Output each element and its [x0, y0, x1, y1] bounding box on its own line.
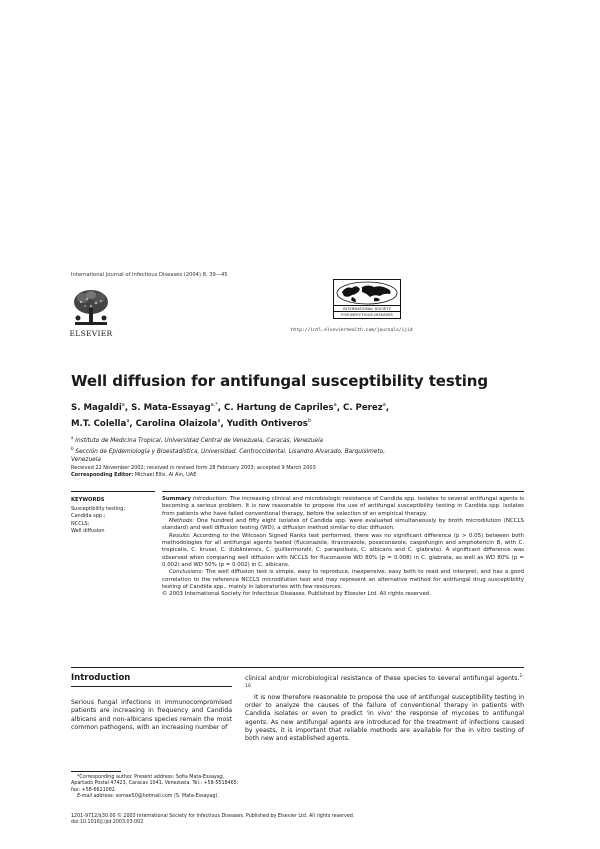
corresponding-editor: [71, 472, 316, 479]
affiliations: [71, 434, 401, 464]
conclusions-text: The well diffusion test is simple, easy to reproduce, inexpensive, easy both to read and interpret, and has a good correlation to the reference NCCLS microdilution test and may represent an alternative method for antifungal drug susceptibility testing of Candida spp., mainly in laboratories with few resources.: [162, 569, 524, 591]
author-sup: a,*: [210, 402, 218, 408]
author-separator: ,: [124, 402, 132, 413]
author-name: M.T. Colella: [71, 418, 127, 429]
intro-label: Introduction:: [192, 496, 228, 502]
globe-icon: [334, 280, 400, 305]
abstract-conclusions: [162, 569, 524, 591]
author-name: C. Perez: [342, 402, 383, 413]
continued-text: clinical and/or microbiological resistance of these species to several antifungal agents.: [245, 675, 520, 683]
results-text: According to the Wilcoxon Signed Ranks test performed, there was no significant difference (p > 0.05) between both methodologies for all antifungal agents tested (fluconazole, itraconazole, posaconazole, caspofungin and amphotericin B, with C. tropicalis, C. krusei, C. dubliniensis, C. guilliermondii, C. parapsilosis, C. albicans and C. glabrata). A significant difference was observed when comparing well diffusion with NCCLS for fluconazole WD 80% (p = 0.008) in C. glabrata, as well as WD 80% (p = 0.002) and WD 50% (p = 0.002) in C. albicans.: [162, 532, 524, 569]
keywords-heading: KEYWORDS: [71, 497, 105, 503]
abstract-copyright: © 2003 International Society for Infectious Diseases. Published by Elsevier Ltd. All rights reserved.: [162, 591, 431, 598]
conclusions-label: Conclusions:: [169, 569, 204, 576]
author-name: Yudith Ontiveros: [226, 418, 308, 429]
author-name: S. Mata-Essayag: [131, 402, 211, 413]
author-sup: a: [121, 402, 125, 408]
editor-label: Corresponding Editor:: [71, 471, 134, 478]
footnote-rule: [71, 771, 121, 772]
author-name: C. Hartung de Capriles: [224, 402, 334, 413]
editor-name: Michael Ellis, Al Ain, UAE: [133, 471, 197, 478]
author-sup: a: [126, 417, 130, 424]
doi-line[interactable]: doi:10.1016/j.ijid.2003.03.002: [71, 820, 144, 826]
author-line-1: [71, 399, 491, 415]
reference-sup[interactable]: 1-10: [245, 674, 524, 690]
abstract-bottom-rule: [71, 667, 524, 668]
issn-line: 1201-9712/$30.00 © 2003 International Society for Infectious Diseases. Published by Elsevier Ltd. All rights reserved.: [71, 814, 355, 819]
email-label: E-mail address:: [77, 794, 115, 800]
elsevier-wordmark: ELSEVIER: [69, 329, 113, 338]
author-list: [71, 399, 491, 431]
article-title: Well diffusion for antifungal susceptibility testing: [71, 372, 489, 390]
keyword-item: Well diffusion: [71, 527, 105, 534]
footnote: [71, 775, 241, 801]
affiliation-text: Instituto de Medicina Tropical, Universidad Central de Venezuela, Caracas, Venezuela: [75, 437, 324, 444]
affiliation-sup: b: [71, 446, 74, 452]
affiliation-a: [71, 434, 401, 445]
email-address[interactable]: somae50@hotmail.com (S. Mata-Essayag).: [114, 794, 219, 800]
isid-logo-line1: INTERNATIONAL SOCIETY: [334, 305, 400, 311]
author-name: Carolina Olaizola: [135, 418, 218, 429]
author-line-2: [71, 415, 491, 431]
elsevier-logo: [69, 288, 113, 340]
section-heading-rule: [71, 686, 232, 687]
author-separator: ,: [220, 418, 227, 429]
corresponding-author-note: *Corresponding author. Present address: Sofia Mata-Essayag, Apartado Postal 47423, Caracas 1041, Venezuela. Tel.: +58-5518465; fax: +58-6621082.: [71, 775, 239, 793]
author-sup: b: [307, 417, 312, 424]
abstract-results: [162, 533, 524, 570]
keyword-item: Susceptibility testing;: [71, 506, 126, 512]
body-column-left: [71, 699, 232, 732]
author-sup: a: [217, 417, 221, 424]
elsevier-tree-icon: [69, 288, 113, 328]
results-label: Results:: [169, 532, 191, 539]
abstract-introduction: [162, 496, 524, 518]
body-paragraph: It is now therefore reasonable to propose the use of antifungal susceptibility testing in order to analyze the causes of the failure of conventional therapy in patients with Candida isolates or even to predict 'in vivo' the response of mycoses to antifungal agents. As new antifungal agents are introduced for the treatment of infections caused by yeasts, it is important that reliable methods are available for the in vitro testing of both new and established agents.: [245, 693, 524, 743]
abstract: [162, 491, 524, 599]
section-heading-introduction: Introduction: [71, 673, 131, 683]
body-paragraph-continued: [245, 673, 524, 694]
body-paragraph: Serious fungal infections in immunocompromised patients are increasing in frequency and Candida albicans and non-albicans species remain the most common pathogens, with an increasing number of: [71, 699, 232, 731]
affiliation-text: Sección de Epidemiología y Bioestadística, Universidad. Centroccidental. Lisandro Alvarado, Barquisimeto, Venezuela: [71, 449, 386, 463]
abstract-methods: [162, 518, 524, 533]
keyword-item: Candida spp.;: [71, 513, 106, 520]
email-note: [71, 794, 241, 800]
methods-text: One hundred and fifty eight isolates of Candida spp. were evaluated simultaneously by broth microdilution (NCCLS standard) and well diffusion testing (WD), a diffusion method similar to disc diffusion.: [162, 518, 524, 532]
article-dates: [71, 465, 316, 478]
author-separator: ,: [336, 402, 343, 413]
isid-logo-line2: FOR INFECTIOUS DISEASES: [334, 311, 400, 317]
affiliation-sup: a: [71, 435, 74, 440]
journal-citation: International Journal of Infectious Diseases (2004) 8, 39—45: [71, 272, 228, 278]
received-dates: Received 22 November 2002; received in revised form 28 February 2003; accepted 9 March 2003: [71, 465, 316, 471]
author-sup: a: [333, 402, 337, 408]
methods-label: Methods:: [169, 518, 195, 525]
abstract-label: Summary: [162, 496, 192, 502]
author-separator: ,: [129, 418, 136, 429]
keyword-item: NCCLS;: [71, 520, 90, 527]
page-footer: [71, 814, 354, 827]
isid-logo: [333, 279, 401, 319]
keywords-box: [71, 491, 155, 671]
body-column-right: [245, 673, 524, 744]
journal-url[interactable]: http://intl.elsevierhealth.com/journals/ijid: [291, 328, 413, 333]
affiliation-b: [71, 445, 401, 464]
author-sup: a: [382, 402, 386, 408]
author-separator: ,: [385, 402, 390, 413]
intro-text: The increasing clinical and microbiologic resistance of Candida spp. isolates to several antifungal agents is becoming a serious problem. It is now reasonable to propose the use of antifungal susceptibility testing in Candida spp. isolates from patients who have failed conventional therapy, before the selection of an empirical therapy.: [162, 496, 524, 517]
author-name: S. Magaldi: [71, 402, 122, 413]
author-separator: ,: [217, 402, 225, 413]
